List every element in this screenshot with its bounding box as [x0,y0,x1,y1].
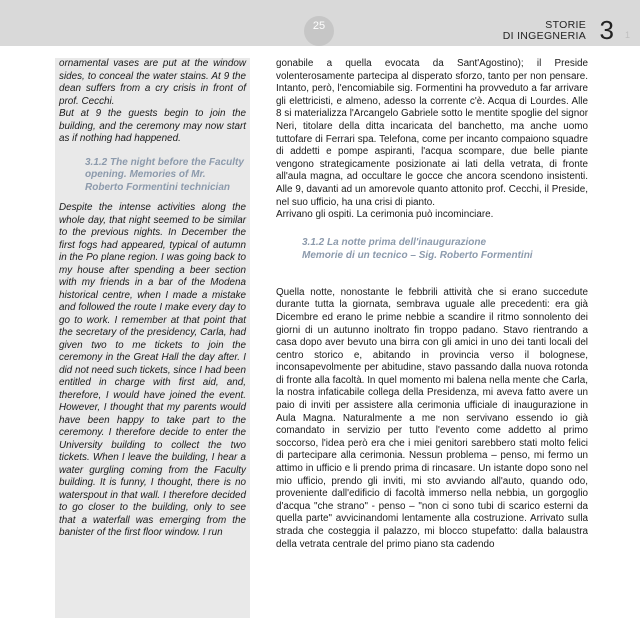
section-title-line1: STORIE [545,19,586,31]
subsection-number: 1 [624,30,630,40]
english-paragraph-2: But at 9 the guests begin to join the building, and the ceremony may now start as if nothing had happened. [59,108,246,144]
italian-paragraph-3: Quella notte, nonostante le febbrili attività che si erano succedute durante tutta la giornata, sembrava uguale alle precedenti: era già Dicembre ed erano le prime nebbie a scandire il ritmo sonnolento dei giorni di un autunno inoltrato fin troppo padano. Stavo rientrando a casa dopo aver bevuto una birra con gli amici in uno dei tanti locali del centro storico e, abitando in provincia verso il bolognese, inconsapevolmente per abitudine, stavo passando dalla nuova rotonda di fronte alla facoltà. In quel momento mi balena nella mente che Carla, la nostra infaticabile collega della Presidenza, mi aveva fatto avere un paio di inviti per assistere alla cerimonia ufficiale di inaugurazione in Aula Magna. Naturalmente a me non servivano essendo io già comandato in servizio per tutto l'evento come addetto al primo soccorso, l'idea però era che i miei genitori sarebbero stati molto felici di partecipare alla cerimonia. Nessun problema – penso, mi fermo un attimo in ufficio e li prendo prima di rincasare. Un istante dopo sono nel mio ufficio, prendo gli inviti, mi sto avviando all'auto, quando odo, proveniente dall'edificio di facoltà immerso nella nebbia, un gorgoglio d'acqua "che strano" - penso – "non ci sono tubi di scarico esterni da quella parte" avvicinandomi lentamente alla costruzione. Arrivato sulla strada che costeggia il palazzo, mi blocco stupefatto: dalla balaustra della vetrata centrale del primo piano sta cadendo [276,286,588,550]
section-title-line2: DI INGEGNERIA [502,30,586,42]
section-number: 3 [599,15,614,45]
english-column [55,58,250,618]
page-number-badge: 25 [304,16,334,46]
italian-paragraph-2: Arrivano gli ospiti. La cerimonia può incominciare. [276,209,494,221]
italian-column [276,58,588,551]
italian-subsection-heading [302,236,588,262]
english-paragraph-1: ornamental vases are put at the window sides, to conceal the water stains. At 9 the dean suffers from a cry crisis in front of prof. Cecchi. [59,58,246,107]
english-subsection-heading: 3.1.2 The night before the Faculty opening. Memories of Mr. Roberto Formentini technician [85,156,244,193]
italian-paragraph-1: gonabile a quella evocata da Sant'Agostino); il Preside volenterosamente partecipa al disperato sforzo, tanto per non pensare. Intanto, però, l'encomiabile sig. Formentini ha provveduto a far arrivare gli elettricisti, e almeno, adesso la corrente c'è. Acqua di Lourdes. Alle 8 si materializza l'Arcangelo Gabriele sotto le mentite spoglie del signor Neri, titolare della ditta incaricata del banchetto, ma anche uomo tuttofare di Ferrari spa. Telefona, come per incanto compaiono squadre di addetti e pompe aspiranti, l'acqua scompare, due belle piante vengono strategicamente posizionate ai lati della vetrata, di fronte all'aula magna, ad occultare le gocce che ancora scendono insistenti. Alle 9, davanti ad un amorevole quanto attonito prof. Cecchi, il Preside, nel suo ufficio, ha una crisi di pianto. [276,58,588,208]
italian-heading-line2: Memorie di un tecnico – Sig. Roberto Formentini [302,249,533,261]
page-header [0,0,640,46]
italian-heading-line1: 3.1.2 La notte prima dell'inaugurazione [302,236,487,248]
section-title [503,20,586,42]
english-paragraph-3: Despite the intense activities along the whole day, that night seemed to be similar to the previous nights. In December the first fogs had appeared, typical of autumn in the Po plane region. I was going back to my house after spending a beer section with my friends in a bar of the Modena historical centre, when I made a mistake and followed the route I make every day to go to work. I remember at that point that the secretary of the presidency, Carla, had given two to me tickets to join the ceremony in the Great Hall the day after. I did not need such tickets, since I had been entitled in charge with first aid, and, therefore, I would have joined the event. However, I thought that my parents would have been happy to take part to the ceremony. I therefore decide to enter the University building to collect the two tickets. When I leave the building, I hear a water gurgling coming from the Faculty building. It is funny, I thought, there is no waterspout in that wall. I therefore decided to go closer to the building, only to see that a waterfall was emerging from the banister of the first floor window. I run [59,202,246,538]
